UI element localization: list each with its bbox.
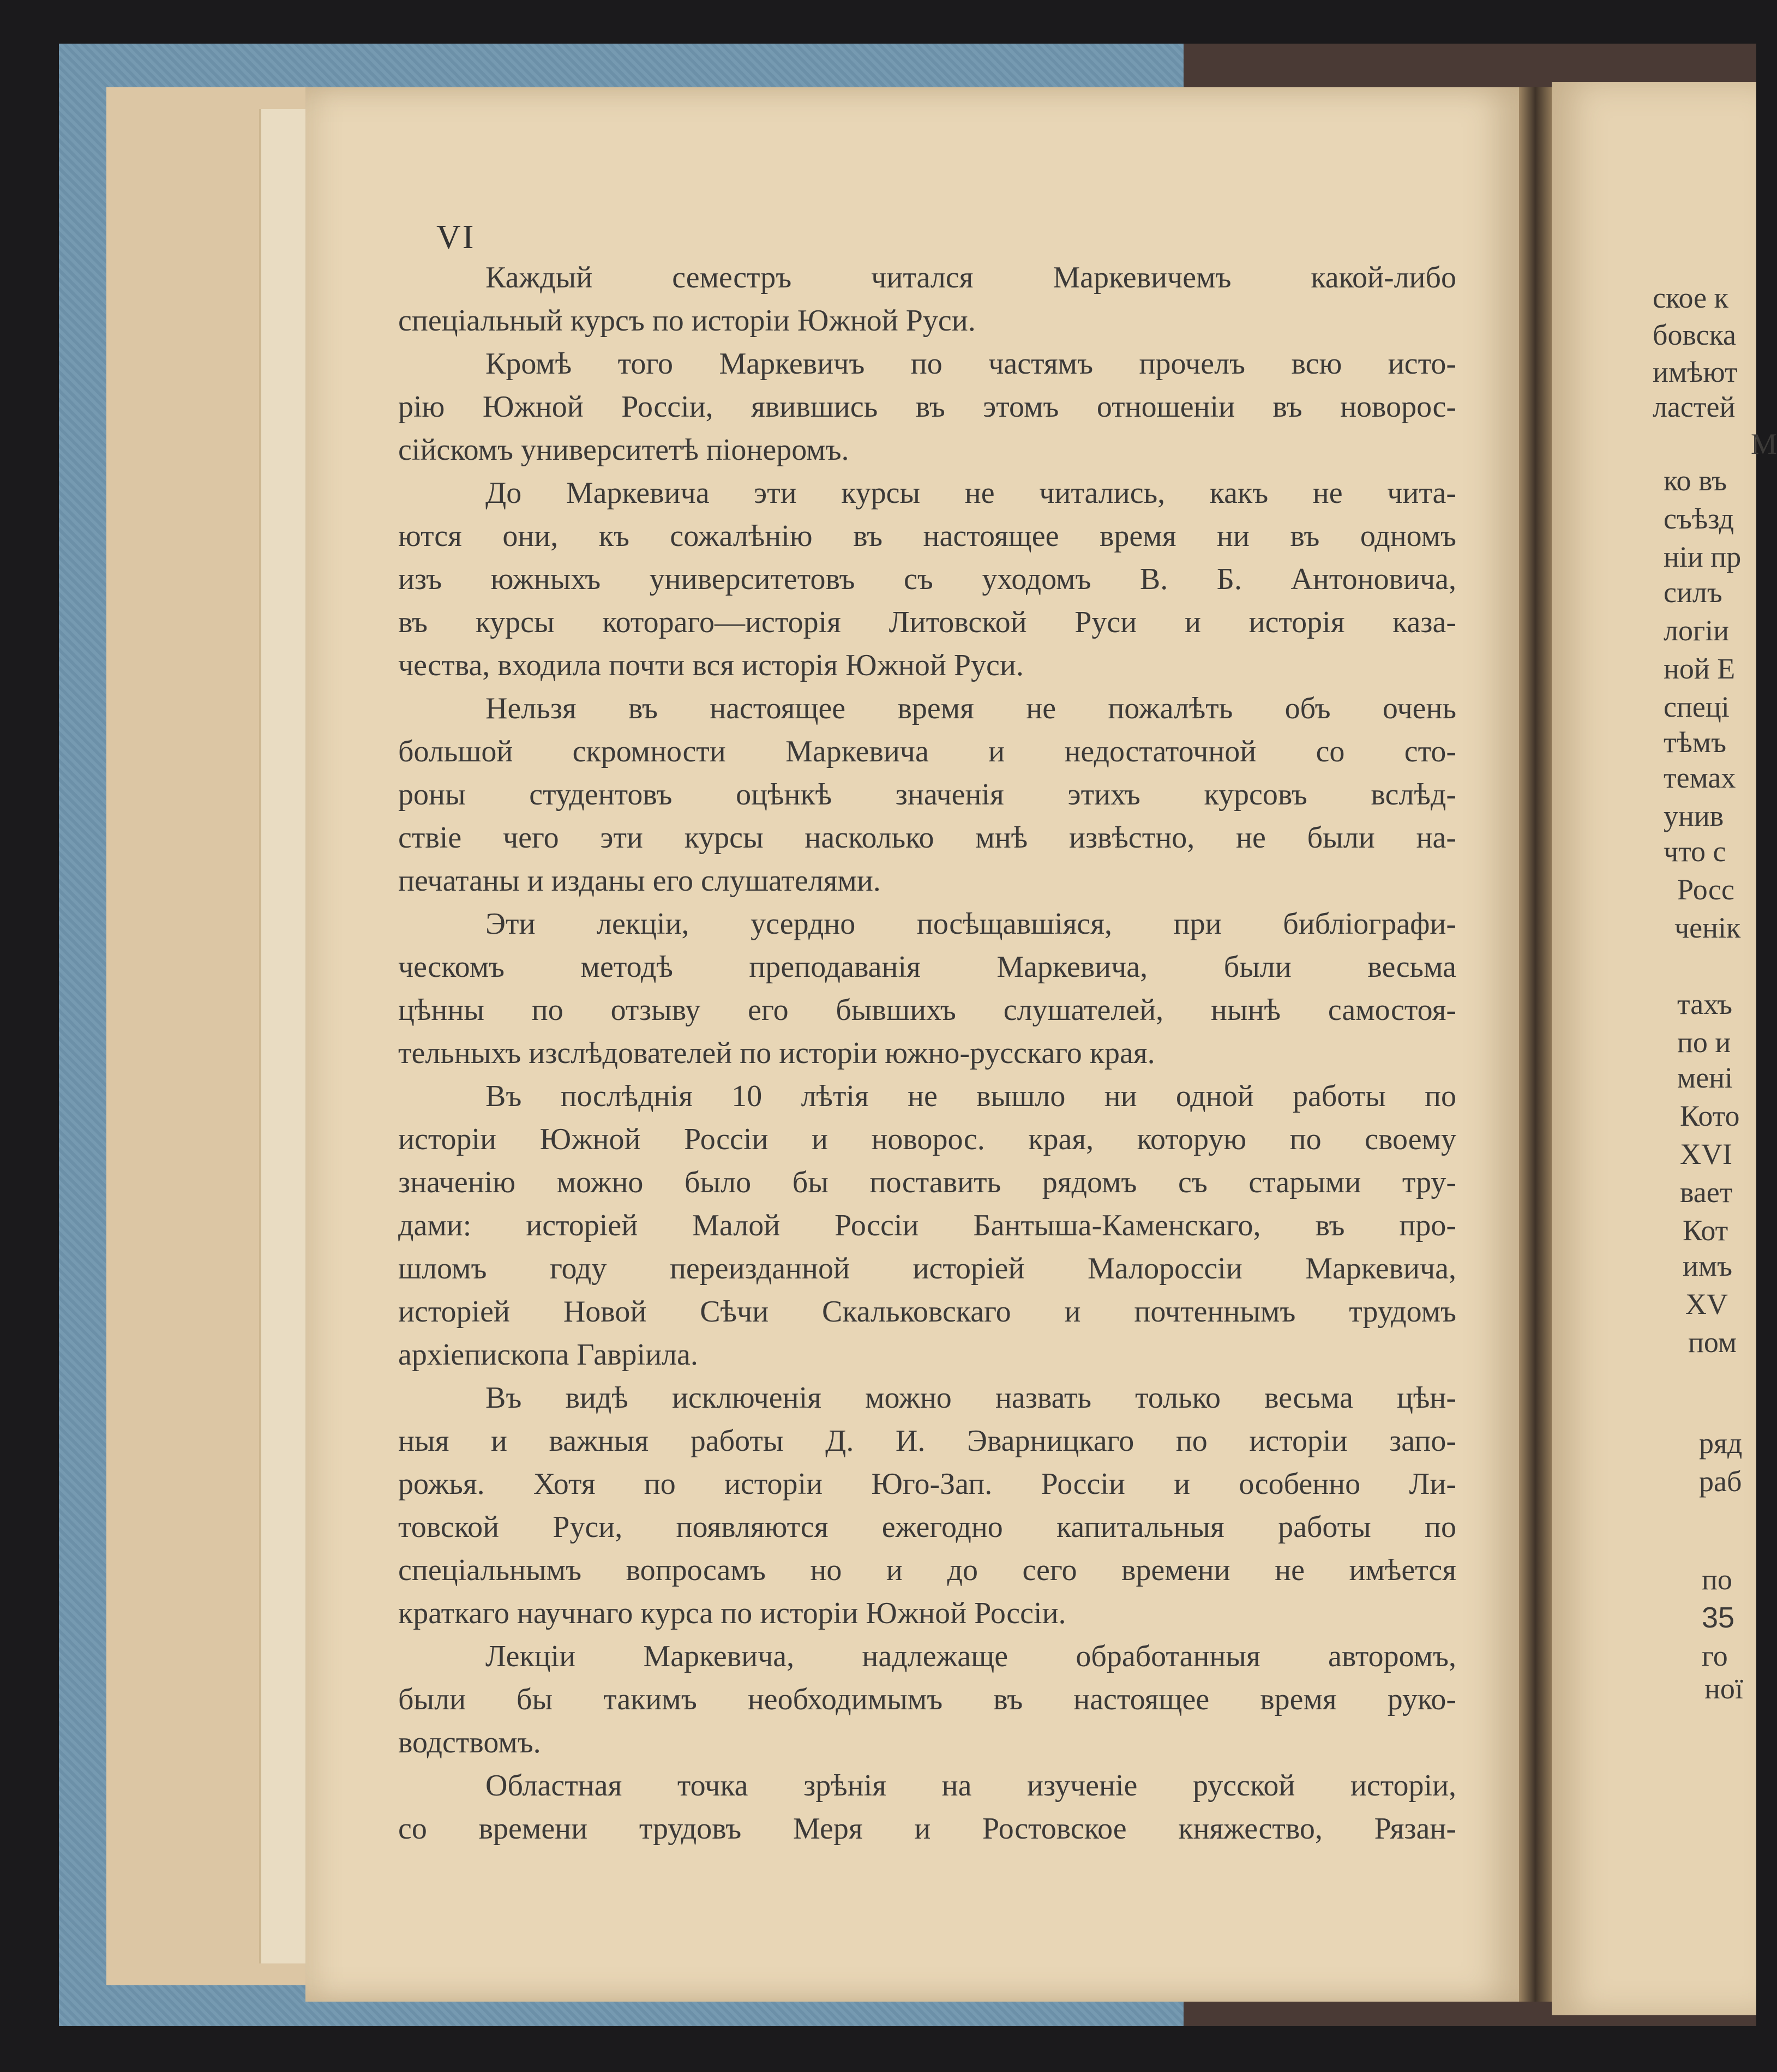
right-page-fragment: по [1702,1563,1732,1596]
text-line: Каждый семестръ читался Маркевичемъ какой-либо [485,261,1456,295]
right-page-fragment: XVI [1680,1138,1732,1170]
text-line: рожья. Хотя по исторіи Юго-Зап. Россіи и особенно Ли- [398,1467,1456,1501]
text-line: товской Руси, появляются ежегодно капитальныя работы по [398,1510,1456,1544]
text-line: рію Южной Россіи, явившись въ этомъ отношеніи въ новорос- [398,390,1456,424]
text-line: исторіей Новой Сѣчи Скальковскаго и почтеннымъ трудомъ [398,1295,1456,1329]
text-line: краткаго научнаго курса по исторіи Южной Россіи. [398,1596,1066,1630]
right-page-fragment: унив [1664,800,1724,832]
right-page-fragment: тахъ [1677,988,1733,1020]
text-line: Областная точка зрѣнія на изученіе русской исторіи, [485,1769,1456,1803]
text-line: тельныхъ изслѣдователей по исторіи южно-русскаго края. [398,1036,1155,1070]
text-line: Лекціи Маркевича, надлежаще обработанныя авторомъ, [485,1639,1456,1673]
right-page-fragment: пом [1688,1326,1737,1359]
right-page-fragment: М [1751,428,1777,460]
text-line: Эти лекціи, усердно посѣщавшіяся, при библіографи- [485,907,1456,941]
right-page-fragment: бовска [1653,319,1737,351]
right-page-fragment: ское к [1653,281,1728,314]
text-line: спеціальнымъ вопросамъ но и до сего времени не имѣется [398,1553,1456,1587]
text-line: большой скромности Маркевича и недостаточной со сто- [398,735,1456,768]
text-line: спеціальный курсъ по исторіи Южной Руси. [398,304,976,338]
left-page-text [398,256,1456,1851]
text-line: со времени трудовъ Меря и Ростовское княжество, Рязан- [398,1812,1456,1846]
right-page-fragment: что с [1664,835,1726,868]
text-line: ствіе чего эти курсы насколько мнѣ извѣстно, не были на- [398,821,1456,855]
right-page-fragment: съѣзд [1664,502,1734,535]
text-line: До Маркевича эти курсы не читались, какъ не чита- [485,476,1456,510]
right-page-fragment: го [1702,1639,1728,1672]
text-line: исторіи Южной Россіи и новорос. края, которую по своему [398,1122,1456,1156]
right-page-fragment: логіи [1664,614,1729,647]
text-line: роны студентовъ оцѣнкѣ значенія этихъ курсовъ вслѣд- [398,778,1456,812]
text-line: были бы такимъ необходимымъ въ настоящее время руко- [398,1683,1456,1716]
text-line: ются они, къ сожалѣнію въ настоящее время ни въ одномъ [398,519,1456,553]
text-line: цѣнны по отзыву его бывшихъ слушателей, нынѣ самостоя- [398,993,1456,1027]
right-page-fragment: имъ [1683,1250,1732,1282]
right-page-fragment: ної [1704,1672,1743,1705]
right-page-fragment: раб [1699,1465,1742,1498]
text-line: Кромѣ того Маркевичъ по частямъ прочелъ всю исто- [485,347,1456,381]
right-page-fragment: ряд [1699,1427,1743,1460]
text-line: сійскомъ университетѣ піонеромъ. [398,433,849,467]
right-page-fragment: Кото [1680,1100,1740,1132]
text-line: значенію можно было бы поставить рядомъ съ старыми тру- [398,1166,1456,1199]
text-line: шломъ году переизданной исторіей Малороссіи Маркевича, [398,1252,1456,1286]
right-page-fragment: тѣмъ [1664,726,1727,759]
right-page-fragment: ко въ [1664,464,1727,497]
text-line: архіепископа Гавріила. [398,1338,698,1372]
right-page-fragment: мені [1677,1061,1733,1094]
text-line: Нельзя въ настоящее время не пожалѣть объ очень [485,692,1456,725]
right-page-fragment: имѣют [1653,356,1738,388]
right-page-fragment: 35 [1702,1601,1735,1634]
right-page-fragment: ніи пр [1664,540,1742,573]
right-page-fragment: спеці [1664,690,1730,723]
text-line: ческомъ методѣ преподаванія Маркевича, были весьма [398,950,1456,984]
book-gutter [1519,87,1552,2002]
right-page-fragment: вает [1680,1176,1733,1209]
right-page-fragment: XV [1685,1288,1728,1320]
text-line: водствомъ. [398,1726,541,1759]
right-page-fragment: ченік [1674,911,1741,944]
text-line: чества, входила почти вся исторія Южной Руси. [398,648,1024,682]
text-line: печатаны и изданы его слушателями. [398,864,881,898]
text-line: въ курсы котораго—исторія Литовской Руси и исторія каза- [398,605,1456,639]
right-page-fragment: силъ [1664,576,1722,609]
text-line: Въ послѣднія 10 лѣтія не вышло ни одной работы по [485,1079,1456,1113]
right-page-fragment: Росс [1677,873,1734,906]
text-line: ныя и важныя работы Д. И. Эварницкаго по исторіи запо- [398,1424,1456,1458]
right-page-fragment: ной Е [1664,652,1736,685]
text-line: изъ южныхъ университетовъ съ уходомъ В. Б. Антоновича, [398,562,1456,596]
text-line: Въ видѣ исключенія можно назвать только весьма цѣн- [485,1381,1456,1415]
right-page-fragment: темах [1664,761,1736,794]
right-page-fragment: по и [1677,1026,1731,1059]
text-line: дами: исторіей Малой Россіи Бантыша-Каменскаго, въ про- [398,1209,1456,1242]
right-page-fragment: ластей [1653,391,1736,423]
page-number: VI [436,219,476,256]
right-page-fragment: Кот [1683,1214,1728,1247]
